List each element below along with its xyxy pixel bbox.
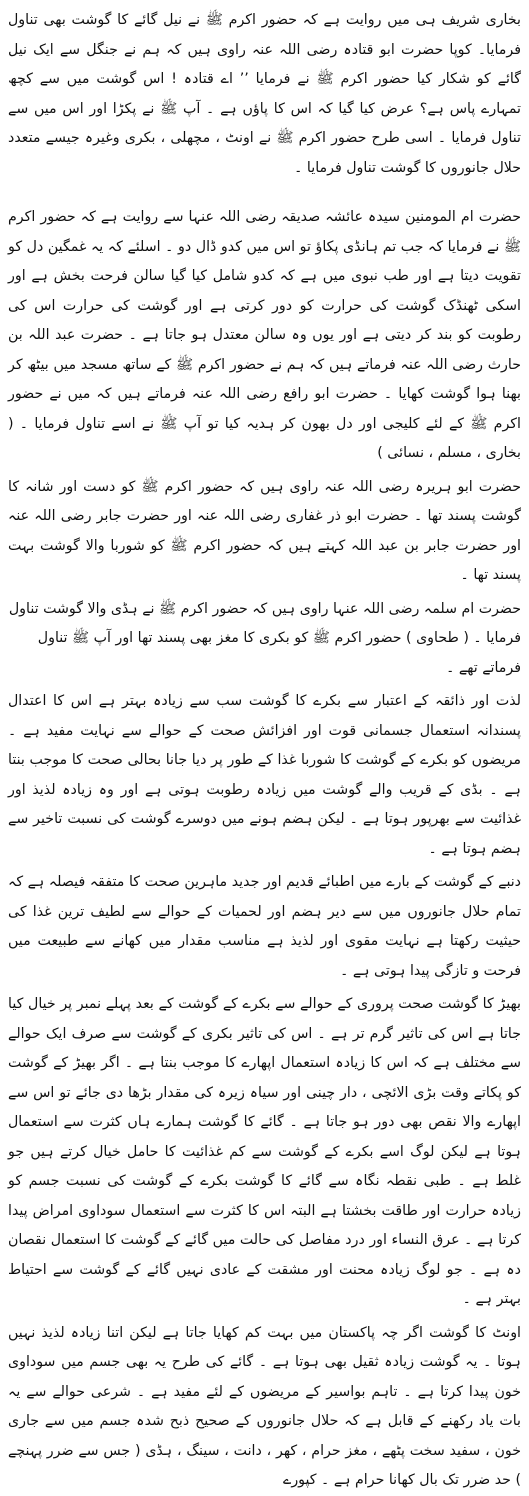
paragraph-dast-shana: حضرت ابو ہریرہ رضی اللہ عنہ راوی ہیں کہ حضور اکرم ﷺ کو دست اور شانہ کا گوشت پسند تھا ۔ حضرت ابو ذر غفاری رضی اللہ عنہ اور حضرت جابر رضی اللہ عنہ اور حضرت جابر بن عبد اللہ کہتے ہیں کہ حضور اکرم ﷺ کو شوربا والا گوشت بہت پسند تھا ۔ — [8, 478, 521, 583]
paragraph-oont-ka-gosht: اونٹ کا گوشت اگر چہ پاکستان میں بہت کم کھایا جاتا ہے لیکن اتنا زیادہ لذیذ نہیں ہوتا ۔ یہ گوشت زیادہ ثقیل بھی ہوتا ہے ۔ گائے کی طرح یہ بھی جسم میں سوداوی خون پیدا کرتا ہے ۔ تاہم بواسیر کے مریضوں کے لئے مفید ہے ۔ شرعی حوالے سے یہ بات یاد رکھنے کے قابل ہے کہ حلال جانوروں کے صحیح ذبح شدہ جسم میں سے جاری خون ، سفید سخت پٹھے ، مغز حرام ، کھر ، دانت ، سینگ ، ہڈی ( جس سے ضرر پہنچے ) حد ضرر تک بال کھانا حرام ہے ۔ کپورے — [8, 1324, 521, 1488]
paragraph-nilgai-hadith: بخاری شریف ہی میں روایت ہے کہ حضور اکرم ﷺ نے نیل گائے کا گوشت بھی تناول فرمایا۔ کوپا حضرت ابو قتادہ رضی اللہ عنہ راوی ہیں کہ ہم نے جنگل سے ایک نیل گائے کو شکار کیا حضور اکرم ﷺ نے فرمایا ’’ اے قتادہ ! اس گوشت میں سے کچھ تمہارے پاس ہے؟ عرض کیا گیا کہ اس کا پاؤں ہے ۔ آپ ﷺ نے پکڑا اور اس میں سے تناول فرمایا ۔ اسی طرح حضور اکرم ﷺ نے اونٹ ، مچھلی ، بکری وغیرہ جیسے متعدد حلال جانوروں کا گوشت تناول فرمایا ۔ — [8, 12, 521, 176]
paragraph-bhed-aur-gaye: بھیڑ کا گوشت صحت پروری کے حوالے سے بکرے کے گوشت کے بعد پہلے نمبر پر خیال کیا جاتا ہے اس کی تاثیر گرم تر ہے ۔ اس کی تاثیر بکری کے گوشت سے صرف ایک حوالے سے مختلف ہے کہ اس کا زیادہ استعمال اپھارے کا موجب بنتا ہے ۔ اگر بھیڑ کے گوشت کو پکاتے وقت بڑی الائچی ، دار چینی اور سیاہ زیرہ کی مقدار بڑھا دی جائے تو اس سے اپھارے والا نقص بھی دور ہو جاتا ہے ۔ گائے کا گوشت ہمارے ہاں کثرت سے استعمال ہوتا ہے لیکن لوگ اسے بکرے کے گوشت سے کم غذائیت کا حامل خیال کرتے ہیں جو غلط ہے ۔ طبی نقطہ نگاہ سے گائے کا گوشت بکرے کے گوشت کی نسبت جسم کو زیادہ حرارت اور طاقت بخشتا ہے البتہ اس کا کثرت سے استعمال سوداوی امراض پیدا کرتا ہے ۔ عرق النساء اور درد مفاصل کی حالت میں گائے کے گوشت کا استعمال نقصان دہ ہے ۔ جو لوگ زیادہ محنت اور مشقت کے عادی نہیں گائے کے گوشت سے احتیاط بہتر ہے ۔ — [8, 996, 521, 1307]
paragraph-kaddu-hadith: حضرت ام المومنین سیدہ عائشہ صدیقہ رضی اللہ عنہا سے روایت ہے کہ حضور اکرم ﷺ نے فرمایا کہ جب تم ہانڈی پکاؤ تو اس میں کدو ڈال دو ۔ اسلئے کہ یہ غمگین دل کو تقویت دیتا ہے اور طب نبوی میں ہے کہ کدو شامل کیا گیا سالن فرحت بخش ہے اور اسکی ٹھنڈک گوشت کی حرارت کو دور کرتی ہے اور گوشت کی حرارت اس کی رطوبت کو بند کر دیتی ہے اور یوں وہ سالن معتدل ہو جاتا ہے ۔ حضرت عبد اللہ بن حارث رضی اللہ عنہ فرماتے ہیں کہ ہم نے حضور اکرم ﷺ کے ساتھ مسجد میں بیٹھ کر بھنا ہوا گوشت کھایا ۔ حضرت ابو رافع رضی اللہ عنہ فرماتے ہیں کہ میں نے حضور اکرم ﷺ کے لئے کلیجی اور دل بھون کر ہدیہ کیا تو آپ ﷺ نے اسے تناول فرمایا ۔ ( بخاری ، مسلم ، نسائی ) — [8, 209, 521, 461]
paragraph-bakre-ka-gosht: لذت اور ذائقہ کے اعتبار سے بکرے کا گوشت سب سے زیادہ بہتر ہے اس کا اعتدال پسندانہ استعمال جسمانی قوت اور افزائش صحت کے حوالے سے نہایت مفید ہے ۔ مریضوں کو بکرے کے گوشت کا شوربا غذا کے طور پر دیا جانا بحالی صحت کا موجب بنتا ہے ۔ بڈی کے قریب والے گوشت میں زیادہ رطوبت ہوتی ہے اور وہ زیادہ لذیذ اور غذائیت سے بھرپور ہوتا ہے ۔ لیکن ہضم ہونے میں دوسرے گوشت کی نسبت تاخیر سے ہضم ہوتا ہے ۔ — [8, 693, 521, 857]
paragraph-dunbe-ka-gosht: دنبے کے گوشت کے بارے میں اطبائے قدیم اور جدید ماہرین صحت کا متفقہ فیصلہ ہے کہ تمام حلال جانوروں میں سے دیر ہضم اور لحمیات کے حوالے سے لطیف ترین غذا کی حیثیت رکھتا ہے نہایت مقوی اور لذیذ ہے مناسب مقدار میں کھانے سے طبیعت میں فرحت و تازگی پیدا ہوتی ہے ۔ — [8, 874, 521, 979]
paragraph-haddi-gosht: حضرت ام سلمہ رضی اللہ عنہا راوی ہیں کہ حضور اکرم ﷺ نے ہڈی والا گوشت تناول فرمایا ۔ ( طحاوی ) حضور اکرم ﷺ کو بکری کا مغز بھی پسند تھا اور آپ ﷺ تناول فرماتے تھے ۔ — [8, 600, 521, 676]
